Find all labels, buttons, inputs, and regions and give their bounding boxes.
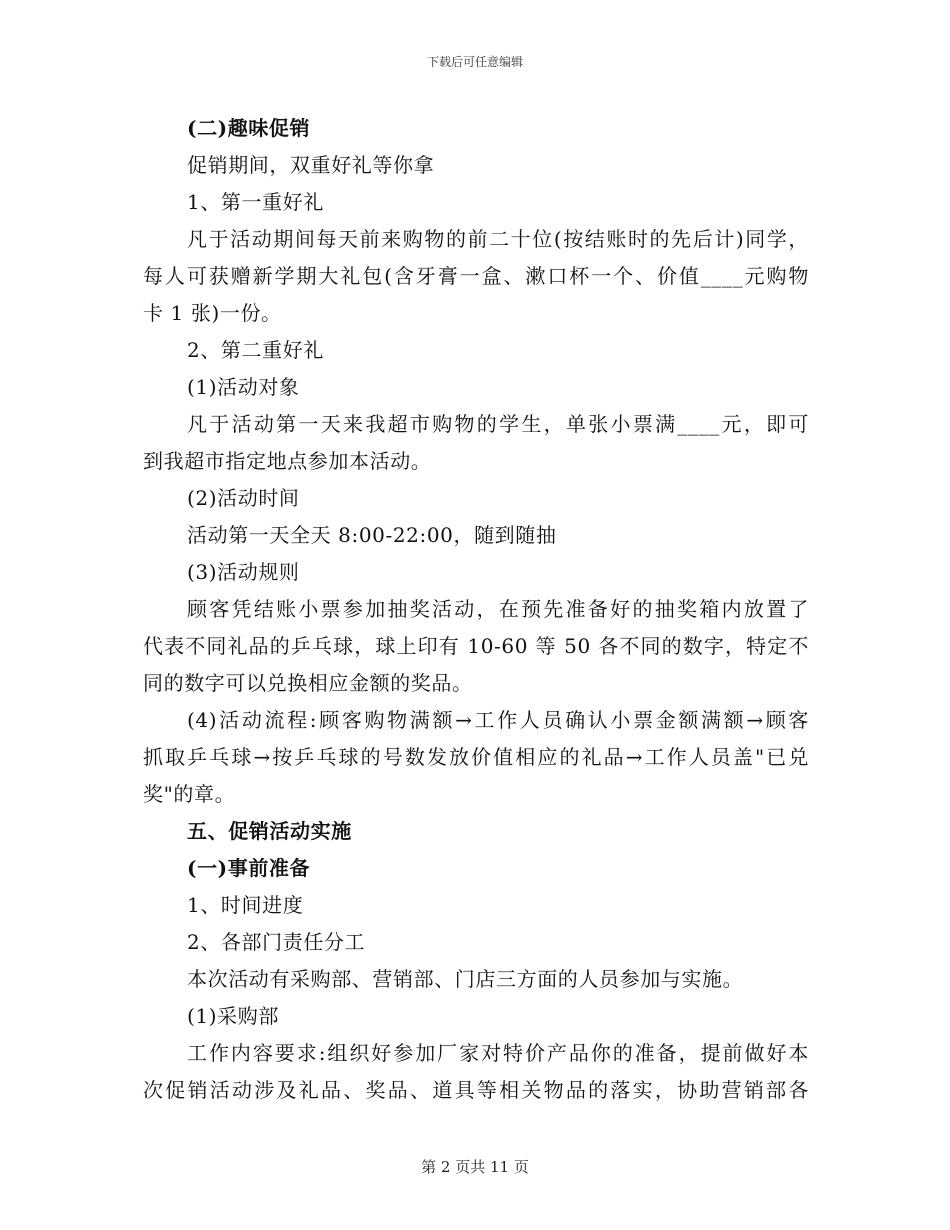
section-heading-preparation: (一)事前准备 bbox=[187, 856, 311, 880]
paragraph-line: 每人可获赠新学期大礼包(含牙膏一盒、漱口杯一个、价值____元购物 bbox=[143, 264, 809, 288]
document-body bbox=[143, 110, 809, 1109]
sub-item-activity-rules: (3)活动规则 bbox=[187, 560, 300, 584]
paragraph-line: 抓取乒乓球→按乒乓球的号数发放价值相应的礼品→工作人员盖"已兑 bbox=[143, 745, 809, 769]
paragraph-line: 活动第一天全天 8:00-22:00，随到随抽 bbox=[187, 523, 557, 547]
paragraph-line: 凡于活动期间每天前来购物的前二十位(按结账时的先后计)同学， bbox=[187, 227, 809, 251]
paragraph-line: 同的数字可以兑换相应金额的奖品。 bbox=[143, 671, 473, 695]
page-header: 下载后可任意编辑 bbox=[426, 55, 523, 69]
section-heading-implementation: 五、促销活动实施 bbox=[187, 819, 352, 843]
list-item-schedule: 1、时间进度 bbox=[187, 893, 304, 917]
paragraph-line: 次促销活动涉及礼品、奖品、道具等相关物品的落实，协助营销部各 bbox=[143, 1078, 809, 1102]
paragraph-line: 奖"的章。 bbox=[143, 782, 236, 806]
paragraph-line: 凡于活动第一天来我超市购物的学生，单张小票满____元，即可 bbox=[187, 412, 809, 436]
page-footer: 第 2 页共 11 页 bbox=[421, 1158, 529, 1176]
list-item-responsibilities: 2、各部门责任分工 bbox=[187, 930, 366, 954]
list-item-second-gift: 2、第二重好礼 bbox=[187, 338, 324, 362]
paragraph-line: 工作内容要求:组织好参加厂家对特价产品你的准备，提前做好本 bbox=[187, 1041, 809, 1065]
paragraph-line: 代表不同礼品的乒乓球，球上印有 10-60 等 50 各不同的数字，特定不 bbox=[143, 634, 809, 658]
section-heading-fun-promotion: (二)趣味促销 bbox=[187, 116, 311, 140]
paragraph-line: 到我超市指定地点参加本活动。 bbox=[143, 449, 432, 473]
paragraph-line: 顾客凭结账小票参加抽奖活动，在预先准备好的抽奖箱内放置了 bbox=[187, 597, 809, 621]
paragraph-line: 卡 1 张)一份。 bbox=[143, 301, 282, 325]
sub-item-purchasing-dept: (1)采购部 bbox=[187, 1004, 279, 1028]
sub-item-activity-time: (2)活动时间 bbox=[187, 486, 300, 510]
list-item-first-gift: 1、第一重好礼 bbox=[187, 190, 324, 214]
sub-item-activity-flow: (4)活动流程:顾客购物满额→工作人员确认小票金额满额→顾客 bbox=[187, 708, 809, 732]
sub-item-activity-target: (1)活动对象 bbox=[187, 375, 300, 399]
paragraph-line: 本次活动有采购部、营销部、门店三方面的人员参加与实施。 bbox=[187, 967, 744, 991]
paragraph-line: 促销期间，双重好礼等你拿 bbox=[187, 153, 435, 177]
